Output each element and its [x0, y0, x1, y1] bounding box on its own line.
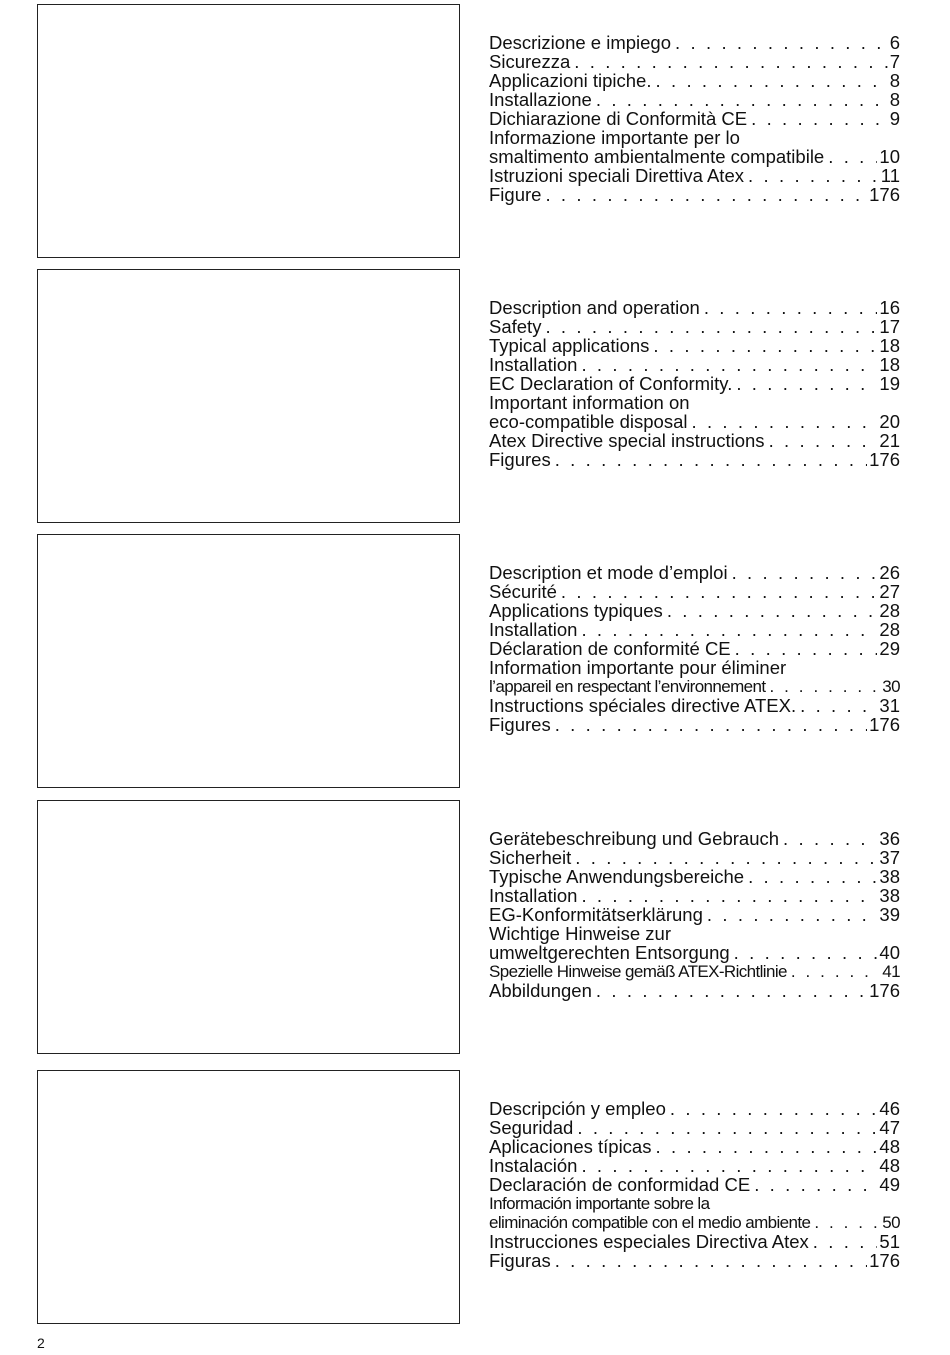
toc-french [489, 563, 900, 734]
toc-entry[interactable]: Figures . . . 176 [489, 450, 900, 469]
toc-entry[interactable]: Installation . . . 18 [489, 355, 900, 374]
toc-entry[interactable]: EG-Konformitätserklärung . . . 39 [489, 905, 900, 924]
toc-entry[interactable]: Sicurezza . . . 7 [489, 52, 900, 71]
toc-entry[interactable]: Declaración de conformidad CE . . . 49 [489, 1175, 900, 1194]
toc-entry-line: Important information on [489, 392, 690, 413]
language-box-spanish [37, 1070, 460, 1324]
language-box-english [37, 269, 460, 523]
toc-entry[interactable]: Applicazioni tipiche. . . . 8 [489, 71, 900, 90]
toc-entry[interactable]: Figures . . . 176 [489, 715, 900, 734]
toc-entry[interactable]: Abbildungen . . . 176 [489, 981, 900, 1000]
toc-entry[interactable]: smaltimento ambientalmente compatibile . . . 10 [489, 147, 900, 166]
toc-spanish [489, 1099, 900, 1270]
toc-italian [489, 33, 900, 204]
toc-entry[interactable]: Gerätebeschreibung und Gebrauch . . . 36 [489, 829, 900, 848]
toc-english [489, 298, 900, 469]
toc-entry[interactable]: Dichiarazione di Conformità CE . . . 9 [489, 109, 900, 128]
page-number: 2 [37, 1335, 45, 1351]
toc-entry[interactable]: eliminación compatible con el medio ambiente . . . 50 [489, 1213, 900, 1232]
toc-german [489, 829, 900, 1000]
language-box-german [37, 800, 460, 1054]
toc-entry[interactable]: Sicherheit . . . 37 [489, 848, 900, 867]
toc-entry[interactable]: Descrizione e impiego . . . 6 [489, 33, 900, 52]
toc-entry[interactable]: EC Declaration of Conformity. . . . 19 [489, 374, 900, 393]
toc-entry[interactable]: Instrucciones especiales Directiva Atex . . . 51 [489, 1232, 900, 1251]
toc-entry[interactable]: Description et mode d’emploi . . . 26 [489, 563, 900, 582]
toc-entry[interactable]: eco-compatible disposal . . . 20 [489, 412, 900, 431]
toc-entry[interactable]: Seguridad . . . 47 [489, 1118, 900, 1137]
toc-entry[interactable]: l’appareil en respectant l’environnement . . . 30 [489, 677, 900, 696]
toc-entry[interactable]: Applications typiques . . . 28 [489, 601, 900, 620]
toc-entry[interactable]: Istruzioni speciali Direttiva Atex . . . 11 [489, 166, 900, 185]
language-box-italian [37, 4, 460, 258]
toc-entry[interactable]: Déclaration de conformité CE . . . 29 [489, 639, 900, 658]
toc-entry[interactable]: Description and operation . . . 16 [489, 298, 900, 317]
toc-entry[interactable]: umweltgerechten Entsorgung . . . 40 [489, 943, 900, 962]
toc-entry[interactable]: Figuras . . . 176 [489, 1251, 900, 1270]
toc-entry[interactable]: Figure . . . 176 [489, 185, 900, 204]
toc-entry[interactable]: Aplicaciones típicas . . . 48 [489, 1137, 900, 1156]
toc-entry[interactable]: Installation . . . 38 [489, 886, 900, 905]
toc-entry[interactable]: Safety . . . 17 [489, 317, 900, 336]
toc-entry[interactable]: Installation . . . 28 [489, 620, 900, 639]
toc-entry[interactable]: Instructions spéciales directive ATEX. . . . 31 [489, 696, 900, 715]
toc-entry[interactable]: Sécurité . . . 27 [489, 582, 900, 601]
toc-entry[interactable]: Descripción y empleo . . . 46 [489, 1099, 900, 1118]
toc-entry[interactable]: Instalación . . . 48 [489, 1156, 900, 1175]
toc-entry-line: Wichtige Hinweise zur [489, 923, 671, 944]
toc-entry[interactable]: Spezielle Hinweise gemäß ATEX-Richtlinie . . . 41 [489, 962, 900, 981]
toc-entry[interactable]: Typical applications . . . 18 [489, 336, 900, 355]
toc-entry[interactable]: Atex Directive special instructions . . . 21 [489, 431, 900, 450]
toc-entry-line: Information importante pour éliminer [489, 657, 787, 678]
toc-entry-line: Información importante sobre la [489, 1194, 710, 1213]
toc-entry[interactable]: Typische Anwendungsbereiche . . . 38 [489, 867, 900, 886]
language-box-french [37, 534, 460, 788]
toc-entry-line: Informazione importante per lo [489, 127, 740, 148]
toc-entry[interactable]: Installazione . . . 8 [489, 90, 900, 109]
